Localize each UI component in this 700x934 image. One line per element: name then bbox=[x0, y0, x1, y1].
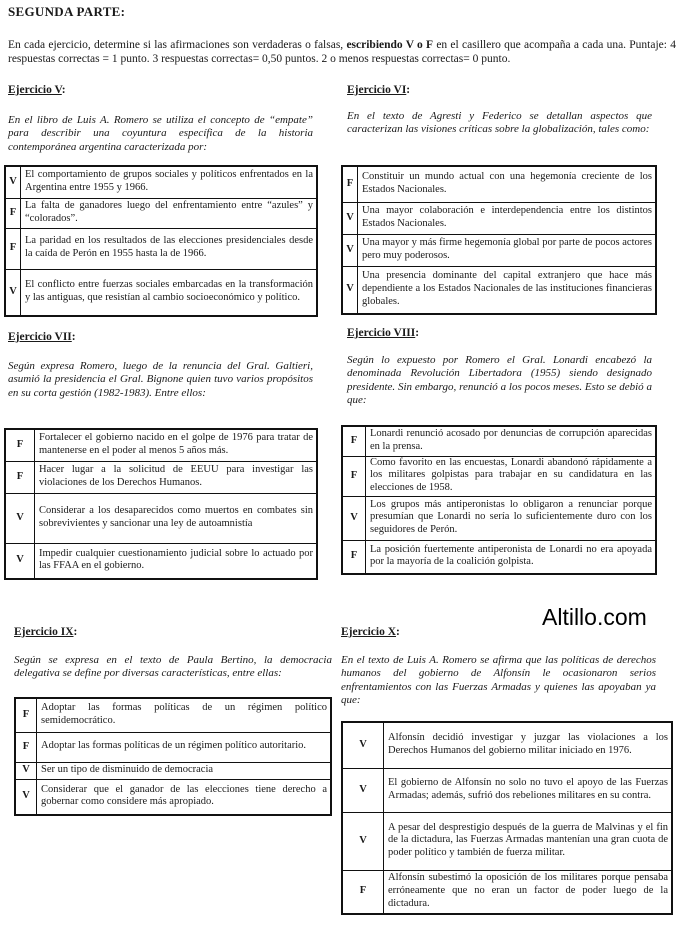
answer-mark: F bbox=[15, 732, 37, 762]
exercise-vi-heading: Ejercicio VI: bbox=[347, 84, 411, 96]
exercise-vii-table bbox=[4, 428, 318, 580]
answer-mark: V bbox=[15, 779, 37, 815]
statement-text: El gobierno de Alfonsín no solo no tuvo el apoyo de las Fuerzas Armadas; además, sufrió dos rebeliones militares en su contra. bbox=[384, 768, 673, 812]
exercise-title: Ejercicio VIII bbox=[347, 327, 416, 339]
answer-mark: V bbox=[342, 266, 358, 314]
table-row bbox=[5, 543, 317, 579]
exercise-v-table bbox=[4, 165, 318, 317]
exercise-v-heading: Ejercicio V: bbox=[8, 84, 66, 96]
answer-mark: V bbox=[5, 493, 35, 543]
statement-text: Una presencia dominante del capital extranjero que hace más dependiente a los Estados Nacionales de las instituciones financieras globales. bbox=[358, 266, 657, 314]
exercise-vii-intro: Según expresa Romero, luego de la renuncia del Gral. Galtieri, asumió la presidencia el Gral. Bignone quien tuvo varios propósitos en su corta gestión (1982-1983). Entre ellos: bbox=[8, 360, 313, 399]
statement-text: Adoptar las formas políticas de un régimen político autoritario. bbox=[37, 732, 332, 762]
statement-text: Considerar a los desaparecidos como muertos en combates sin sobrevivientes y sancionar una ley de autoamnistía bbox=[35, 493, 318, 543]
exercise-viii-intro: Según lo expuesto por Romero el Gral. Lonardi encabezó la denominada Revolución Libertadora (1955) siendo designado presidente. Sin embargo, renunció a los pocos meses. Esto se debió a que: bbox=[347, 354, 652, 407]
statement-text: Una mayor y más firme hegemonía global por parte de pocos actores pero muy poderosos. bbox=[358, 234, 657, 266]
statement-text: Ser un tipo de disminuido de democracia bbox=[37, 762, 332, 779]
exercise-x-intro: En el texto de Luis A. Romero se afirma que las políticas de derechos humanos del gobierno de Alfonsín le ocasionaron serios enfrentamientos con las Fuerzas Armadas y quienes las apoyaban ya que: bbox=[341, 654, 656, 707]
statement-text: Impedir cualquier cuestionamiento judicial sobre lo actuado por las FFAA en el gobierno. bbox=[35, 543, 318, 579]
answer-mark: V bbox=[5, 543, 35, 579]
exercise-viii-table bbox=[341, 425, 657, 575]
exercise-v-intro: En el libro de Luis A. Romero se utiliza el concepto de “empate” para describir una coyuntura específica de la historia contemporánea argentina caracterizada por: bbox=[8, 114, 313, 153]
watermark: Altillo.com bbox=[542, 604, 647, 630]
answer-mark: V bbox=[342, 202, 358, 234]
exercise-ix-heading: Ejercicio IX: bbox=[14, 626, 78, 638]
table-row bbox=[342, 234, 656, 266]
statement-text: La falta de ganadores luego del enfrentamiento entre “azules” y “colorados”. bbox=[21, 198, 318, 228]
answer-mark: V bbox=[342, 722, 384, 768]
answer-mark: V bbox=[342, 768, 384, 812]
answer-mark: F bbox=[342, 456, 366, 496]
statement-text: Adoptar las formas políticas de un régimen político semidemocrático. bbox=[37, 698, 332, 732]
table-row bbox=[15, 762, 331, 779]
exercise-vi-table bbox=[341, 165, 657, 315]
statement-text: Una mayor colaboración e interdependencia entre los distintos Estados Nacionales. bbox=[358, 202, 657, 234]
table-row bbox=[342, 456, 656, 496]
statement-text: Alfonsín subestimó la oposición de los militares porque pensaba erróneamente que no eran un factor de poder luego de la dictadura. bbox=[384, 870, 673, 914]
answer-mark: V bbox=[15, 762, 37, 779]
table-row bbox=[342, 166, 656, 202]
answer-mark: F bbox=[342, 426, 366, 456]
statement-text: Fortalecer el gobierno nacido en el golpe de 1976 para tratar de mantenerse en el poder al menos 5 años más. bbox=[35, 429, 318, 461]
table-row bbox=[342, 722, 672, 768]
table-row bbox=[342, 870, 672, 914]
statement-text: Los grupos más antiperonistas lo obligaron a renunciar porque presumían que Lonardi no sería lo suficientemente duro con los seguidores de Perón. bbox=[366, 496, 657, 540]
exercise-x-heading: Ejercicio X: bbox=[341, 626, 400, 638]
answer-mark: F bbox=[15, 698, 37, 732]
exercise-x-table bbox=[341, 721, 673, 915]
answer-mark: V bbox=[5, 269, 21, 316]
answer-mark: V bbox=[342, 234, 358, 266]
table-row bbox=[5, 198, 317, 228]
table-row bbox=[15, 779, 331, 815]
statement-text: Hacer lugar a la solicitud de EEUU para investigar las violaciones de los Derechos Humanos. bbox=[35, 461, 318, 493]
instructions-text-end: en el casillero que acompaña a cada una. Puntaje: 4 respuestas correctas = 1 punto. 3 respuestas correctas= 0,50 puntos. 2 o menos respuestas correctas= 0 punto. bbox=[8, 39, 676, 65]
answer-mark: F bbox=[342, 166, 358, 202]
answer-mark: V bbox=[342, 812, 384, 870]
table-row bbox=[5, 461, 317, 493]
statement-text: Alfonsín decidió investigar y juzgar las violaciones a los Derechos Humanos del gobierno militar iniciado en 1976. bbox=[384, 722, 673, 768]
answer-mark: F bbox=[342, 870, 384, 914]
exercise-title: Ejercicio X bbox=[341, 626, 397, 638]
statement-text: El conflicto entre fuerzas sociales embarcadas en la transformación y las antiguas, que resistían al cambio socioeconómico y político. bbox=[21, 269, 318, 316]
table-row bbox=[5, 228, 317, 269]
table-row bbox=[342, 768, 672, 812]
table-row bbox=[5, 166, 317, 198]
statement-text: Considerar que el ganador de las elecciones tiene derecho a gobernar como considere más apropiado. bbox=[37, 779, 332, 815]
answer-mark: F bbox=[5, 198, 21, 228]
statement-text: Constituir un mundo actual con una hegemonía creciente de los Estados Nacionales. bbox=[358, 166, 657, 202]
answer-mark: F bbox=[342, 540, 366, 574]
answer-mark: V bbox=[5, 166, 21, 198]
statement-text: Lonardi renunció acosado por denuncias de corrupción aparecidas en la prensa. bbox=[366, 426, 657, 456]
exercise-ix-intro: Según se expresa en el texto de Paula Bertino, la democracia delegativa se define por diversas características, entre ellas: bbox=[14, 654, 332, 680]
exercise-title: Ejercicio V bbox=[8, 84, 62, 96]
answer-mark: F bbox=[5, 461, 35, 493]
answer-mark: F bbox=[5, 228, 21, 269]
table-row bbox=[342, 202, 656, 234]
answer-mark: F bbox=[5, 429, 35, 461]
instructions-text: En cada ejercicio, determine si las afirmaciones son verdaderas o falsas, bbox=[8, 39, 347, 51]
exercise-vi-intro: En el texto de Agresti y Federico se detallan aspectos que caracterizan las visiones críticas sobre la globalización, tales como: bbox=[347, 110, 652, 136]
table-row bbox=[342, 426, 656, 456]
table-row bbox=[342, 496, 656, 540]
exercise-title: Ejercicio IX bbox=[14, 626, 74, 638]
table-row bbox=[15, 732, 331, 762]
table-row bbox=[342, 540, 656, 574]
part-title: SEGUNDA PARTE: bbox=[8, 4, 126, 19]
statement-text: El comportamiento de grupos sociales y políticos enfrentados en la Argentina entre 1955 y 1966. bbox=[21, 166, 318, 198]
exercise-ix-table bbox=[14, 697, 332, 816]
statement-text: La paridad en los resultados de las elecciones presidenciales desde la caída de Perón en 1955 hasta la de 1966. bbox=[21, 228, 318, 269]
table-row bbox=[5, 269, 317, 316]
table-row bbox=[342, 812, 672, 870]
statement-text: A pesar del desprestigio después de la guerra de Malvinas y el fin de la dictadura, las Fuerzas Armadas mantenían una gran cuota de poder político y también de fuerza militar. bbox=[384, 812, 673, 870]
exercise-title: Ejercicio VI bbox=[347, 84, 407, 96]
exercise-vii-heading: Ejercicio VII: bbox=[8, 331, 76, 343]
table-row bbox=[15, 698, 331, 732]
instructions bbox=[8, 38, 676, 66]
exercise-viii-heading: Ejercicio VIII: bbox=[347, 327, 420, 339]
table-row bbox=[5, 493, 317, 543]
instructions-emphasis: escribiendo V o F bbox=[346, 39, 434, 51]
table-row bbox=[342, 266, 656, 314]
answer-mark: V bbox=[342, 496, 366, 540]
table-row bbox=[5, 429, 317, 461]
statement-text: La posición fuertemente antiperonista de Lonardi no era apoyada por la mayoría de la coalición golpista. bbox=[366, 540, 657, 574]
statement-text: Como favorito en las encuestas, Lonardi abandonó rápidamente a los militares golpistas para trabajar en su candidatura en las elecciones de 1958. bbox=[366, 456, 657, 496]
exercise-title: Ejercicio VII bbox=[8, 331, 72, 343]
